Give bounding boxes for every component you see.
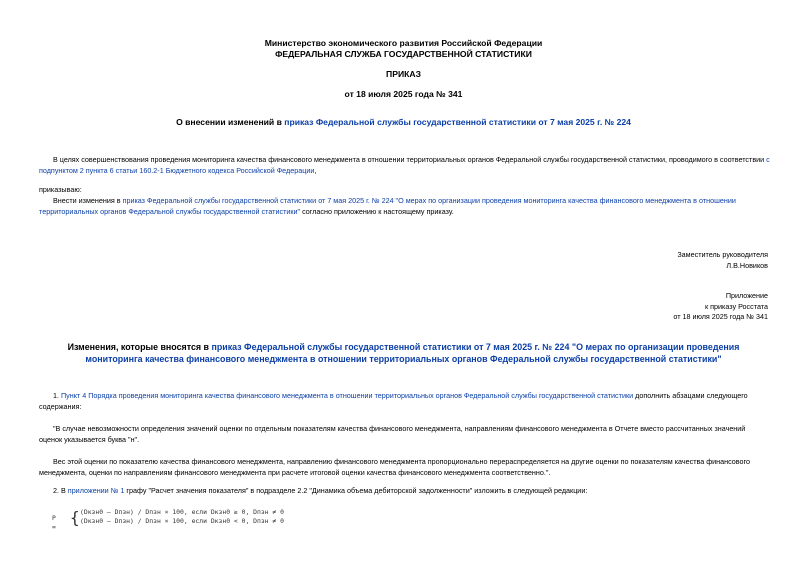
signatory-name: Л.В.Новиков [726, 261, 768, 270]
formula-brace: { [70, 508, 80, 527]
appendix-date-number: от 18 июля 2025 года № 341 [673, 312, 768, 321]
document-title-prefix: О внесении изменений в [176, 117, 285, 127]
appendix-label: Приложение [725, 291, 768, 300]
document-date-number: от 18 июля 2025 года № 341 [344, 89, 463, 99]
appendix-order-ref: к приказу Росстата [705, 302, 768, 311]
order-prefix: Внести изменения в [53, 196, 123, 205]
budget-code-link[interactable]: с подпунктом 2 пункта 6 статьи 160.2-1 Бюджетного кодекса Российской Федерации [39, 155, 770, 175]
item-1-link[interactable]: Пункт 4 Порядка проведения мониторинга качества финансового менеджмента в отношении территориальных органов Федеральной службы государственной статистики [61, 391, 634, 400]
quote-paragraph-2: Вес этой оценки по показателю качества финансового менеджмента, направлению финансового менеджмента пропорционально перераспределяется на другие оценки по показателям качества финансового менеджмента, оценки по направлениям финансового менеджмента при расчете итоговой оценки качества финансового менеджмента соответственно.". [39, 457, 750, 477]
formula-row-1: (Dкзн0 – Dпзн) / Dпзн × 100, если Dкзн0 ≥ 0, Dпзн ≠ 0 [80, 508, 284, 516]
formula-lhs: P = [52, 514, 56, 531]
item-2-paragraph [39, 485, 770, 496]
item-1-number: 1. [53, 391, 61, 400]
document-title [0, 117, 807, 127]
ministry-heading: Министерство экономического развития Российской Федерации [264, 38, 543, 48]
preamble-text: В целях совершенствования проведения мониторинга качества финансового менеджмента в отношении территориальных органов Федеральной службы государственной статистики, проводимого в соответствии [53, 155, 765, 164]
item-2-prefix: 2. В [53, 486, 68, 495]
changes-title [40, 341, 767, 365]
order-word: приказываю: [39, 185, 82, 194]
order-224-link[interactable]: приказ Федеральной службы государственной статистики от 7 мая 2025 г. № 224 "О мерах по организации проведения мониторинга качества финансового менеджмента в отношении территориальных органов Федеральной службы государственной статистики" [39, 196, 736, 216]
appendix-1-link[interactable]: приложении № 1 [67, 486, 125, 495]
changes-title-prefix: Изменения, которые вносятся в [67, 342, 212, 352]
item-1-paragraph [39, 390, 770, 412]
item-2-suffix: графу "Расчет значения показателя" в подразделе 2.2 "Динамика объема дебиторской задолженности" изложить в следующей редакции: [124, 486, 588, 495]
quote-paragraph-1: "В случае невозможности определения значений оценки по отдельным показателям качества финансового менеджмента, направлениям финансового менеджмента в Отчете вместо рассчитанных значений оценок указывается буква "н". [39, 424, 746, 444]
document-type: ПРИКАЗ [386, 69, 421, 79]
document-title-link[interactable]: приказ Федеральной службы государственной статистики от 7 мая 2025 г. № 224 [284, 117, 631, 127]
preamble-end: , [314, 166, 317, 175]
item-1-suffix: дополнить абзацами следующего содержания: [39, 391, 748, 411]
preamble-paragraph [39, 154, 770, 176]
service-heading: ФЕДЕРАЛЬНАЯ СЛУЖБА ГОСУДАРСТВЕННОЙ СТАТИСТИКИ [275, 49, 532, 59]
order-paragraph [39, 195, 770, 217]
changes-title-link[interactable]: приказ Федеральной службы государственной статистики от 7 мая 2025 г. № 224 "О мерах по организации проведения мониторинга качества финансового менеджмента в отношении территориальных органов Федеральной службы государственной статистики" [85, 342, 740, 364]
formula-row-2: (Dкзн0 – Dпзн) / Dпзн × 100, если Dкзн0 < 0, Dпзн ≠ 0 [80, 517, 284, 525]
signatory-position: Заместитель руководителя [677, 250, 768, 259]
order-suffix: согласно приложению к настоящему приказу. [300, 207, 454, 216]
